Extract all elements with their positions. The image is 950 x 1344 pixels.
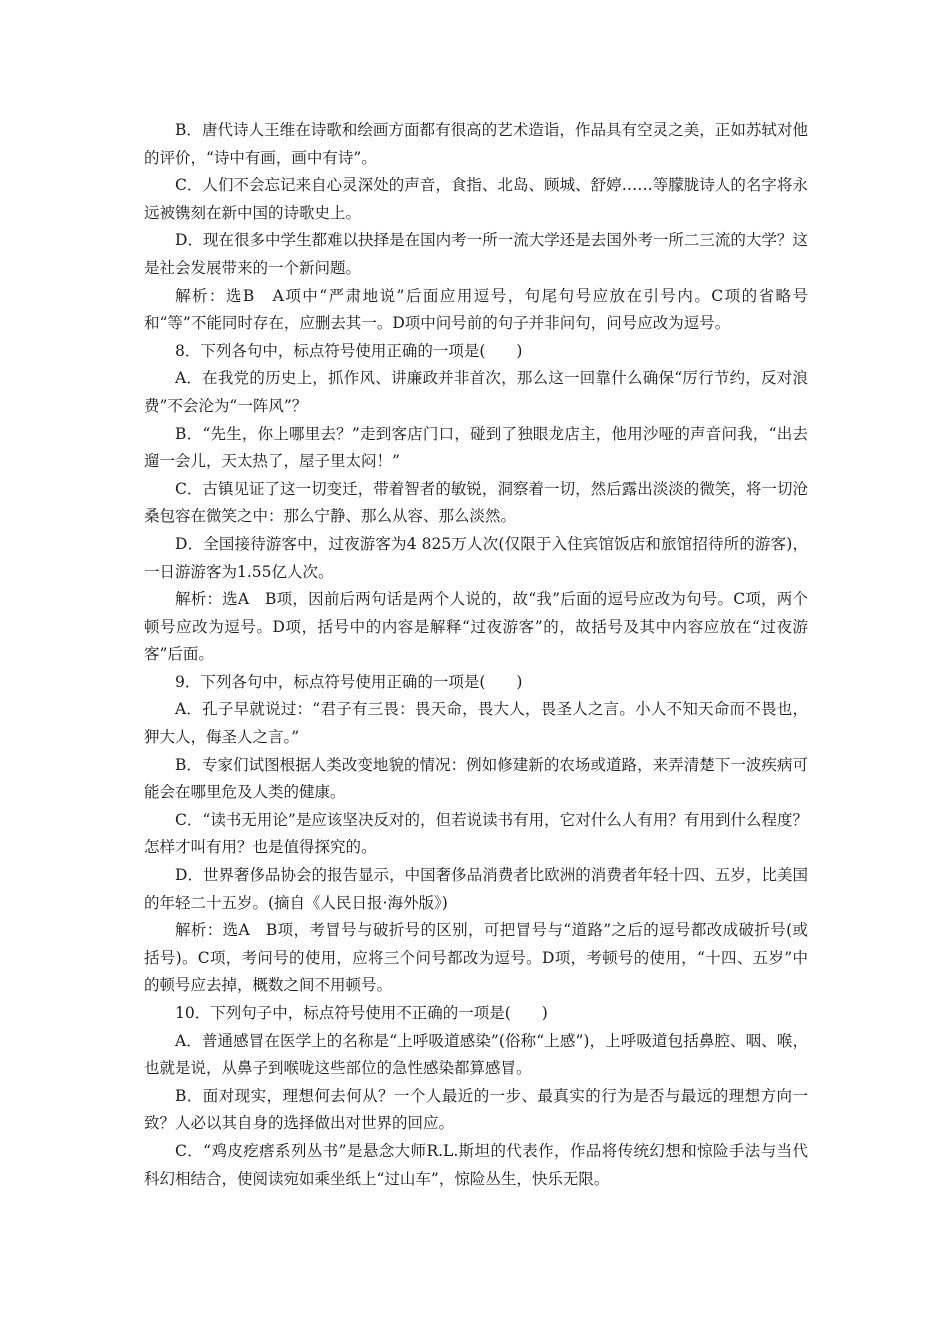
- question-10-option-a: A．普通感冒在医学上的名称是“上呼吸道感染”(俗称“上感”)，上呼吸道包括鼻腔、咽、喉，也就是说，从鼻子到喉咙这些部位的急性感染都算感冒。: [144, 1031, 808, 1078]
- question-9: 9．下列各句中，标点符号使用正确的一项是( ): [175, 672, 523, 691]
- question-9-option-c: C．“读书无用论”是应该坚决反对的，但若说读书有用，它对什么人有用？有用到什么程度？怎样才叫有用？也是值得探究的。: [144, 810, 808, 857]
- document-body: [144, 117, 808, 1193]
- answer-explanation-8: 解析：选A B项，因前后两句话是两个人说的，故“我”后面的逗号应改为句号。C项，两个顿号应改为逗号。D项，括号中的内容是解释“过夜游客”的，故括号及其中内容应放在“过夜游客”后面。: [144, 590, 808, 664]
- question-8-option-d: D．全国接待游客中，过夜游客为4 825万人次(仅限于入住宾馆饭店和旅馆招待所的游客)，一日游游客为1.55亿人次。: [144, 534, 808, 581]
- answer-explanation-9: 解析：选A B项，考冒号与破折号的区别，可把冒号与“道路”之后的逗号都改成破折号(或括号)。C项，考问号的使用，应将三个问号都改为逗号。D项，考顿号的使用，“十四、五岁”中的顿号应去掉，概数之间不用顿号。: [144, 921, 808, 995]
- answer-explanation-7: 解析：选B A项中“严肃地说”后面应用逗号，句尾句号应放在引号内。C项的省略号和“等”不能同时存在，应删去其一。D项中问号前的句子并非问句，问号应改为逗号。: [144, 286, 808, 333]
- question-8-option-c: C．古镇见证了这一切变迁，带着智者的敏锐，洞察着一切，然后露出淡淡的微笑，将一切沧桑包容在微笑之中：那么宁静、那么从容、那么淡然。: [144, 479, 808, 526]
- question-8-option-b: B．“先生，你上哪里去？”走到客店门口，碰到了独眼龙店主，他用沙哑的声音问我，“出去遛一会儿，天太热了，屋子里太闷！”: [144, 424, 808, 471]
- question-10: 10．下列句子中，标点符号使用不正确的一项是( ): [175, 1004, 548, 1022]
- option-c-misty-poets: C．人们不会忘记来自心灵深处的声音，食指、北岛、顾城、舒婷……等朦胧诗人的名字将永远被镌刻在新中国的诗歌史上。: [144, 176, 808, 222]
- question-10-option-c: C．“鸡皮疙瘩系列丛书”是悬念大师R.L.斯坦的代表作，作品将传统幻想和惊险手法与当代科幻相结合，使阅读宛如乘坐纸上“过山车”，惊险丛生，快乐无限。: [144, 1141, 808, 1188]
- question-9-option-d: D．世界奢侈品协会的报告显示，中国奢侈品消费者比欧洲的消费者年轻十四、五岁，比美国的年轻二十五岁。(摘自《人民日报·海外版》): [144, 866, 808, 912]
- option-d-university-choice: D．现在很多中学生都难以抉择是在国内考一所一流大学还是去国外考一所二三流的大学？这是社会发展带来的一个新问题。: [144, 231, 808, 277]
- option-b-tang-poet: B．唐代诗人王维在诗歌和绘画方面都有很高的艺术造诣，作品具有空灵之美，正如苏轼对他的评价，“诗中有画，画中有诗”。: [144, 121, 808, 167]
- question-9-option-a: A．孔子早就说过：“君子有三畏：畏天命，畏大人，畏圣人之言。小人不知天命而不畏也，狎大人，侮圣人之言。”: [144, 700, 808, 747]
- question-10-option-b: B．面对现实，理想何去何从？一个人最近的一步、最真实的行为是否与最远的理想方向一致？人必以其自身的选择做出对世界的回应。: [144, 1086, 808, 1133]
- question-9-option-b: B．专家们试图根据人类改变地貌的情况：例如修建新的农场或道路，来弄清楚下一波疾病可能会在哪里危及人类的健康。: [144, 755, 808, 802]
- question-8: 8．下列各句中，标点符号使用正确的一项是( ): [175, 341, 523, 360]
- question-8-option-a: A．在我党的历史上，抓作风、讲廉政并非首次，那么这一回靠什么确保“厉行节约，反对浪费”不会沦为“一阵风”？: [144, 369, 808, 415]
